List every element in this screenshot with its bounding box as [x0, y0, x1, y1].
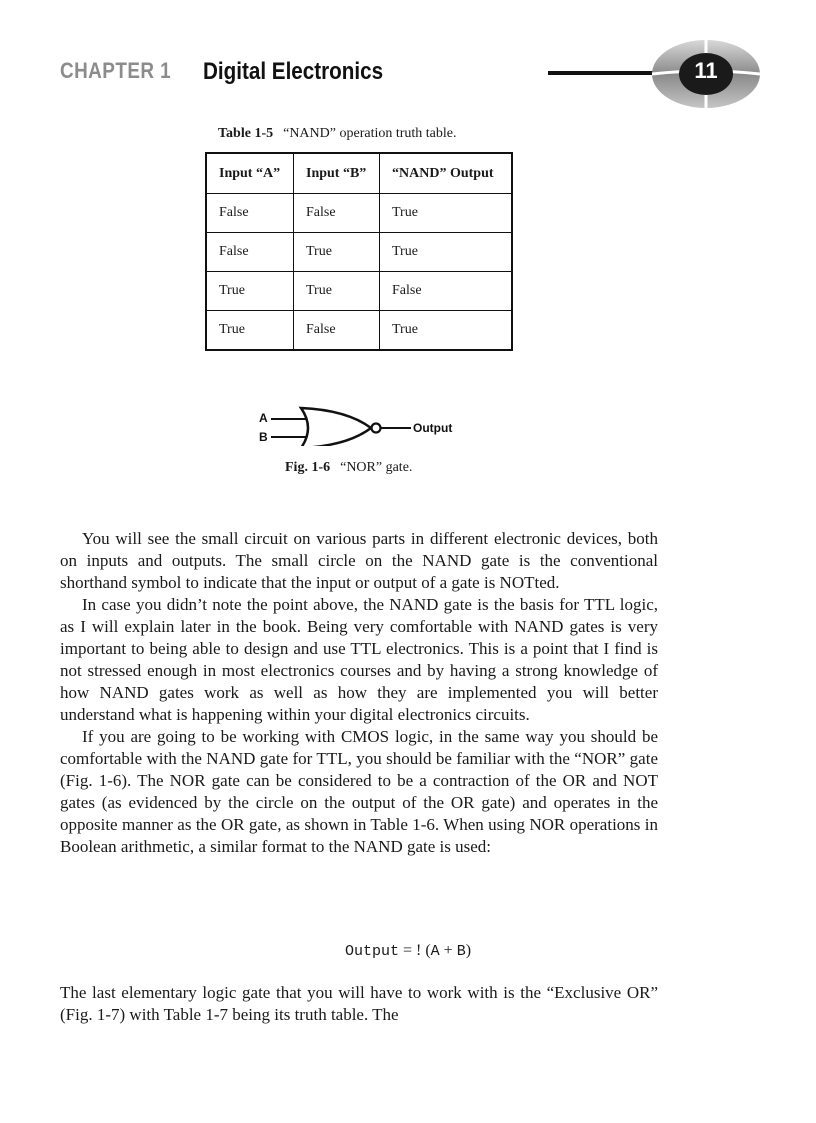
table-row — [206, 272, 512, 311]
table-caption — [218, 126, 457, 142]
table-cell: True — [206, 311, 294, 351]
table-cell: True — [294, 272, 380, 311]
figure-caption — [285, 460, 412, 476]
inversion-bubble — [372, 424, 381, 433]
equation-close: ) — [465, 942, 472, 959]
nor-gate-body — [301, 408, 371, 446]
figure-label: Fig. 1-6 — [285, 460, 331, 475]
equation-lhs: Output — [344, 943, 399, 960]
table-label: Table 1-5 — [218, 126, 274, 141]
table-cell: False — [294, 194, 380, 233]
equation-var-b: B — [456, 943, 466, 960]
table-cell: True — [206, 272, 294, 311]
paragraph: The last elementary logic gate that you will have to work with is the “Exclusive OR” (Fig. 1-7) with Table 1-7 being its truth table. The — [60, 983, 658, 1024]
column-header: Input “A” — [206, 153, 294, 194]
table-cell: True — [380, 311, 513, 351]
table-cell: False — [380, 272, 513, 311]
figure-caption-text: “NOR” gate. — [340, 460, 413, 475]
table-cell: False — [206, 194, 294, 233]
input-a-label: A — [259, 411, 268, 425]
equation-operator: = ! ( — [398, 942, 431, 959]
table-row — [206, 311, 512, 351]
table-cell: False — [206, 233, 294, 272]
nor-gate-figure — [255, 404, 465, 446]
paragraph: If you are going to be working with CMOS logic, in the same way you should be comfortable with the NAND gate for TTL, you should be familiar with the “NOR” gate (Fig. 1-6). The NOR gate can be considered to be a contraction of the OR and NOT gates (as evidenced by the circle on the output of the OR gate) and operates in the opposite manner as the OR gate, as shown in Table 1-6. When using NOR operations in Boolean arithmetic, a similar format to the NAND gate is used: — [60, 727, 658, 856]
table-cell: True — [380, 233, 513, 272]
nand-truth-table — [205, 152, 513, 351]
body-text-continued — [60, 982, 658, 1026]
equation-plus: + — [439, 942, 457, 959]
column-header: “NAND” Output — [380, 153, 513, 194]
page-number: 11 — [694, 58, 718, 83]
table-cell: False — [294, 311, 380, 351]
table-cell: True — [294, 233, 380, 272]
column-header: Input “B” — [294, 153, 380, 194]
table-row — [206, 194, 512, 233]
chapter-label: CHAPTER 1 — [60, 58, 172, 83]
nor-equation — [0, 942, 816, 960]
table-header-row — [206, 153, 512, 194]
table-caption-text: “NAND” operation truth table. — [283, 126, 457, 141]
input-b-label: B — [259, 430, 268, 444]
output-label: Output — [413, 421, 453, 435]
equation-var-a: A — [430, 943, 440, 960]
paragraph: In case you didn’t note the point above, the NAND gate is the basis for TTL logic, as I will explain later in the book. Being very comfortable with NAND gates is very important to being able to design and use TTL electronics. This is a point that I find is not stressed enough in most electronics courses and by having a strong knowledge of how NAND gates work as well as how they are implemented you will better understand what is happening within your digital electronics circuits. — [60, 595, 658, 724]
table-row — [206, 233, 512, 272]
table-cell: True — [380, 194, 513, 233]
body-text — [60, 528, 658, 858]
paragraph: You will see the small circuit on various parts in different electronic devices, both on inputs and outputs. The small circle on the NAND gate is the conventional shorthand symbol to indicate that the input or output of a gate is NOTted. — [60, 529, 658, 592]
chapter-title: Digital Electronics — [203, 58, 384, 85]
